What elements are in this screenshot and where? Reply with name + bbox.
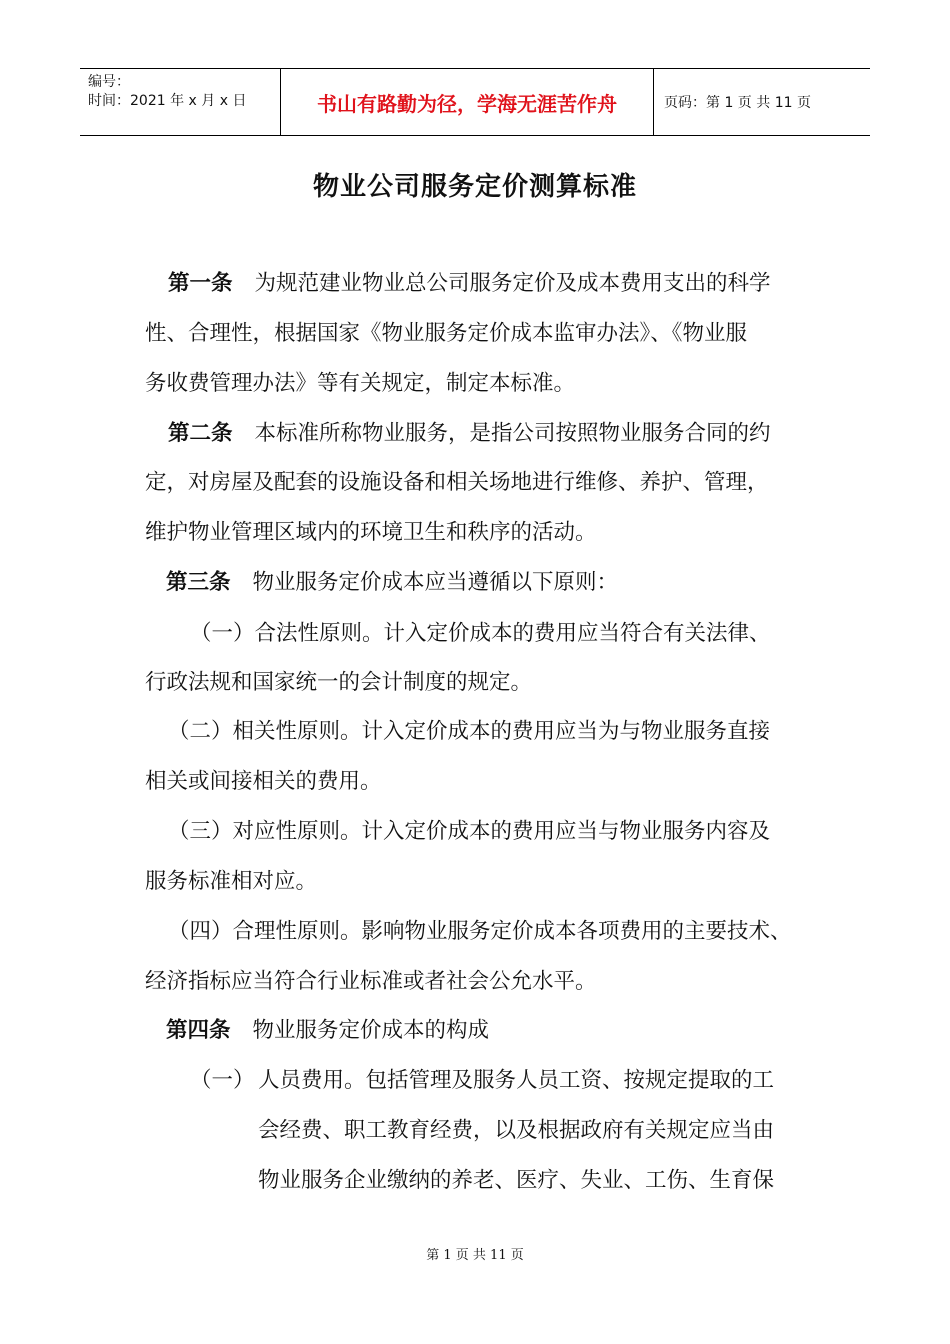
page-info: 页码：第 1 页 共 11 页 <box>664 95 811 111</box>
article4-line-1 <box>166 1016 489 1046</box>
principle-1-line-2: 行政法规和国家统一的会计制度的规定。 <box>145 670 533 695</box>
article1-text-1: 为规范建业物业总公司服务定价及成本费用支出的科学 <box>254 271 771 296</box>
document-title: 物业公司服务定价测算标准 <box>312 172 637 202</box>
cost-item-line-3: 物业服务企业缴纳的养老、医疗、失业、工伤、生育保 <box>258 1168 775 1193</box>
header-table <box>80 68 870 136</box>
principle-1-line-1: （一）合法性原则。计入定价成本的费用应当符合有关法律、 <box>190 621 771 646</box>
page-info-cell <box>654 69 870 135</box>
cost-item-marker: （一） <box>190 1068 255 1093</box>
article4-intro: 物业服务定价成本的构成 <box>252 1018 490 1043</box>
article3-line-1 <box>166 568 618 598</box>
article1-line-2: 性、合理性，根据国家《物业服务定价成本监审办法》、《物业服 <box>145 321 748 346</box>
article2-heading: 第二条 <box>168 421 233 446</box>
principle-2-line-2: 相关或间接相关的费用。 <box>145 769 382 794</box>
article2-text-1: 本标准所称物业服务，是指公司按照物业服务合同的约 <box>254 421 771 446</box>
cost-item-line-1: 人员费用。包括管理及服务人员工资、按规定提取的工 <box>258 1068 775 1093</box>
page-footer: 第 1 页 共 11 页 <box>426 1248 524 1263</box>
principle-3-line-2: 服务标准相对应。 <box>145 869 318 894</box>
article4-heading: 第四条 <box>166 1018 231 1043</box>
principle-3-line-1: （三）对应性原则。计入定价成本的费用应当与物业服务内容及 <box>168 819 771 844</box>
article2-line-1 <box>168 419 771 449</box>
serial-label: 编号： <box>88 74 130 90</box>
article2-line-3: 维护物业管理区域内的环境卫生和秩序的活动。 <box>145 520 597 545</box>
motto: 书山有路勤为径，学海无涯苦作舟 <box>317 91 617 116</box>
article3-heading: 第三条 <box>166 570 231 595</box>
cost-item-line-2: 会经费、职工教育经费，以及根据政府有关规定应当由 <box>258 1118 775 1143</box>
principle-2-line-1: （二）相关性原则。计入定价成本的费用应当为与物业服务直接 <box>168 719 771 744</box>
article2-line-2: 定，对房屋及配套的设施设备和相关场地进行维修、养护、管理， <box>145 470 769 495</box>
article1-heading: 第一条 <box>168 271 233 296</box>
article1-line-3: 务收费管理办法》等有关规定，制定本标准。 <box>145 371 576 396</box>
header-meta-cell <box>80 69 281 135</box>
principle-4-line-1: （四）合理性原则。影响物业服务定价成本各项费用的主要技术、 <box>168 919 792 944</box>
time-label: 时间：2021 年 x 月 x 日 <box>88 93 247 109</box>
article1-line-1 <box>168 269 771 299</box>
motto-cell <box>281 69 654 135</box>
article3-intro: 物业服务定价成本应当遵循以下原则： <box>252 570 619 595</box>
principle-4-line-2: 经济指标应当符合行业标准或者社会公允水平。 <box>145 969 597 994</box>
